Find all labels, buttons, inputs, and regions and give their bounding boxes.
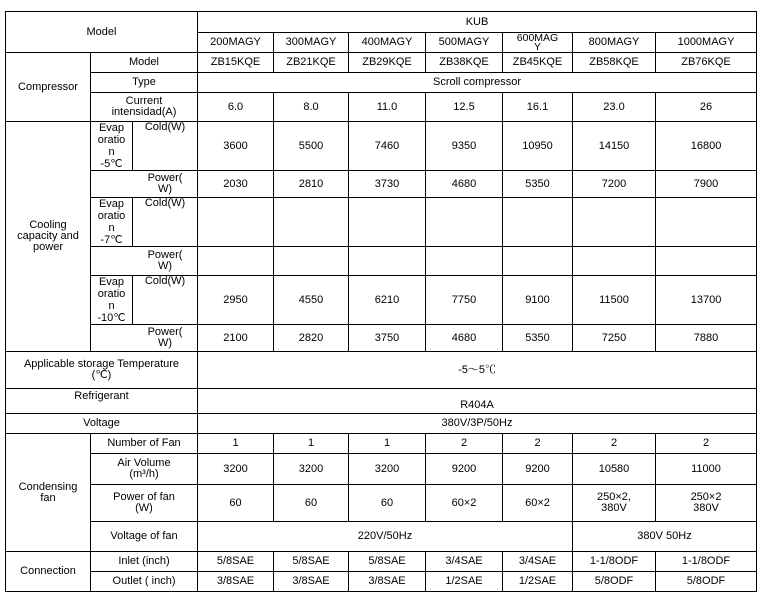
fan-power: 60	[349, 485, 426, 522]
power-m10: 4680	[426, 325, 503, 352]
cold-m10: 4550	[274, 276, 349, 325]
fan-power: 250×2 380V	[656, 485, 757, 522]
power-m5: 2810	[274, 171, 349, 198]
model-col: 800MAGY	[573, 33, 656, 53]
air-volume: 9200	[426, 454, 503, 485]
compressor-model: ZB58KQE	[573, 53, 656, 73]
power-m5: 4680	[426, 171, 503, 198]
inlet: 1-1/8ODF	[656, 552, 757, 572]
current-value: 16.1	[503, 93, 573, 122]
fan-voltage-220: 220V/50Hz	[198, 522, 573, 552]
compressor-type-label: Type	[91, 73, 198, 93]
spec-table	[5, 11, 757, 592]
inlet: 5/8SAE	[274, 552, 349, 572]
fan-power-label: Power of fan (W)	[91, 485, 198, 522]
storage-temp-value: -5～5℃	[198, 352, 757, 389]
inlet: 1-1/8ODF	[573, 552, 656, 572]
inlet: 3/4SAE	[426, 552, 503, 572]
compressor-type: Scroll compressor	[198, 73, 757, 93]
cold-m5: 5500	[274, 122, 349, 171]
model-col: 200MAGY	[198, 33, 274, 53]
power-m10: 5350	[503, 325, 573, 352]
power-m10: 7250	[573, 325, 656, 352]
fan-number: 1	[274, 434, 349, 454]
power-m5: 7900	[656, 171, 757, 198]
outlet: 1/2SAE	[426, 572, 503, 592]
cold-label: Cold(W)	[144, 275, 186, 287]
refrigerant-label: Refrigerant	[6, 389, 198, 414]
fan-power: 60	[274, 485, 349, 522]
power-m5: 5350	[503, 171, 573, 198]
current-value: 23.0	[573, 93, 656, 122]
inlet: 5/8SAE	[198, 552, 274, 572]
cold-label: Cold(W)	[144, 121, 186, 133]
air-volume: 3200	[198, 454, 274, 485]
air-volume-label: Air Volume (m³/h)	[91, 454, 198, 485]
cold-m5: 14150	[573, 122, 656, 171]
voltage-label: Voltage	[6, 414, 198, 434]
model-col: 400MAGY	[349, 33, 426, 53]
power-m10: 2100	[198, 325, 274, 352]
compressor-model: ZB29KQE	[349, 53, 426, 73]
current-value: 11.0	[349, 93, 426, 122]
air-volume: 9200	[503, 454, 573, 485]
model-col: 600MAG Y	[503, 33, 573, 53]
compressor-model: ZB45KQE	[503, 53, 573, 73]
outlet: 1/2SAE	[503, 572, 573, 592]
power-label: Power( W)	[91, 325, 198, 352]
cold-m5: 16800	[656, 122, 757, 171]
outlet: 3/8SAE	[274, 572, 349, 592]
model-header: Model	[6, 12, 198, 53]
condensing-fan-group: Condensing fan	[6, 434, 91, 552]
air-volume: 10580	[573, 454, 656, 485]
fan-number: 2	[573, 434, 656, 454]
cold-m5: 10950	[503, 122, 573, 171]
compressor-model: ZB38KQE	[426, 53, 503, 73]
cold-m10: 6210	[349, 276, 426, 325]
storage-temp-label: Applicable storage Temperature (℃)	[6, 352, 198, 389]
current-value: 8.0	[274, 93, 349, 122]
model-col: 500MAGY	[426, 33, 503, 53]
cold-m10: 11500	[573, 276, 656, 325]
fan-voltage-label: Voltage of fan	[91, 522, 198, 552]
cold-m5: 7460	[349, 122, 426, 171]
fan-power: 250×2, 380V	[573, 485, 656, 522]
power-m5: 3730	[349, 171, 426, 198]
compressor-model: ZB76KQE	[656, 53, 757, 73]
fan-number: 2	[503, 434, 573, 454]
inlet: 3/4SAE	[503, 552, 573, 572]
fan-power: 60×2	[426, 485, 503, 522]
fan-power: 60	[198, 485, 274, 522]
outlet: 3/8SAE	[198, 572, 274, 592]
current-label: Current intensidad(A)	[91, 93, 198, 122]
compressor-group: Compressor	[6, 53, 91, 122]
cold-m10: 2950	[198, 276, 274, 325]
outlet: 5/8ODF	[656, 572, 757, 592]
cold-m10: 13700	[656, 276, 757, 325]
outlet: 5/8ODF	[573, 572, 656, 592]
fan-power: 60×2	[503, 485, 573, 522]
fan-voltage-380: 380V 50Hz	[573, 522, 757, 552]
model-col: 1000MAGY	[656, 33, 757, 53]
power-label: Power( W)	[91, 171, 198, 198]
cold-m10: 7750	[426, 276, 503, 325]
fan-number: 2	[426, 434, 503, 454]
power-m5: 2030	[198, 171, 274, 198]
cooling-group: Cooling capacity and power	[6, 122, 91, 352]
air-volume: 11000	[656, 454, 757, 485]
inlet: 5/8SAE	[349, 552, 426, 572]
compressor-model-label: Model	[91, 53, 198, 73]
power-label: Power( W)	[91, 247, 198, 276]
cold-m10: 9100	[503, 276, 573, 325]
power-m10: 3750	[349, 325, 426, 352]
power-m10: 7880	[656, 325, 757, 352]
air-volume: 3200	[349, 454, 426, 485]
voltage-value: 380V/3P/50Hz	[198, 414, 757, 434]
compressor-model: ZB15KQE	[198, 53, 274, 73]
power-m10: 2820	[274, 325, 349, 352]
evap-minus7-label: Evap oratio n -7℃	[91, 198, 133, 246]
cold-label: Cold(W)	[144, 197, 186, 209]
air-volume: 3200	[274, 454, 349, 485]
inlet-label: Inlet (inch)	[91, 552, 198, 572]
evap-minus5-label: Evap oratio n -5℃	[91, 122, 133, 170]
cold-m5: 3600	[198, 122, 274, 171]
compressor-model: ZB21KQE	[274, 53, 349, 73]
connection-group: Connection	[6, 552, 91, 592]
current-value: 12.5	[426, 93, 503, 122]
outlet: 3/8SAE	[349, 572, 426, 592]
fan-number: 2	[656, 434, 757, 454]
fan-number: 1	[349, 434, 426, 454]
power-m5: 7200	[573, 171, 656, 198]
current-value: 26	[656, 93, 757, 122]
fan-number: 1	[198, 434, 274, 454]
fan-number-label: Number of Fan	[91, 434, 198, 454]
refrigerant-value: R404A	[198, 389, 757, 414]
cold-m5: 9350	[426, 122, 503, 171]
model-col: 300MAGY	[274, 33, 349, 53]
evap-minus10-label: Evap oratio n -10℃	[91, 276, 133, 324]
outlet-label: Outlet ( inch)	[91, 572, 198, 592]
kub-header: KUB	[198, 12, 757, 33]
current-value: 6.0	[198, 93, 274, 122]
